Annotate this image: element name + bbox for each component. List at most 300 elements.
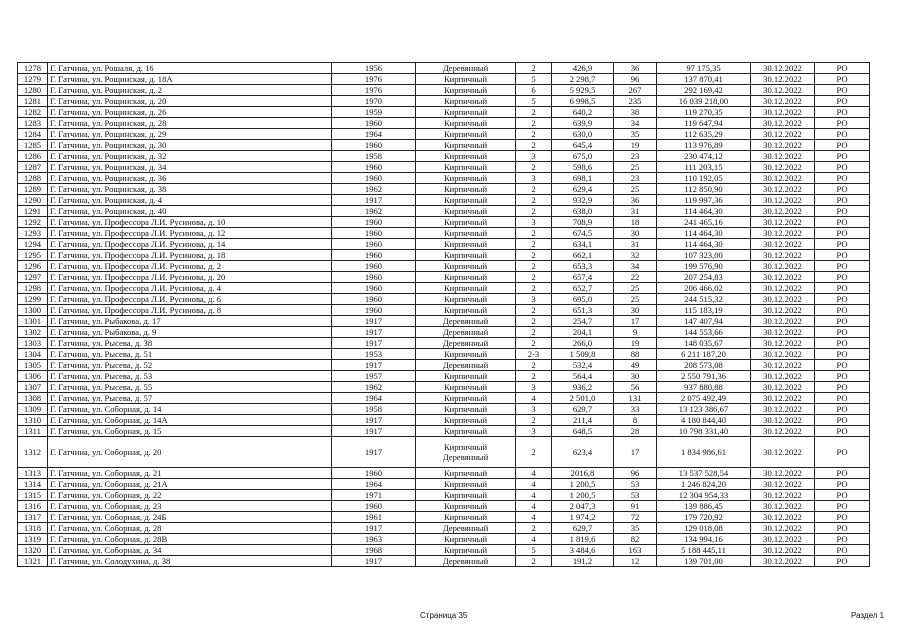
year-built-cell: 1976: [332, 85, 416, 96]
value-cell: 112 635,29: [657, 129, 751, 140]
date-cell: 30.12.2022: [751, 74, 815, 85]
value-cell: 148 035,67: [657, 338, 751, 349]
floors-cell: 2-3: [516, 349, 552, 360]
residents-count-cell: 82: [614, 534, 657, 545]
date-cell: 30.12.2022: [751, 360, 815, 371]
area-cell: 630,0: [552, 129, 614, 140]
wall-material-cell: Кирпичный: [416, 468, 516, 479]
date-cell: 30.12.2022: [751, 305, 815, 316]
code-cell: РО: [815, 74, 870, 85]
table-row: [18, 415, 870, 426]
table-row: [18, 316, 870, 327]
area-cell: 2016,8: [552, 468, 614, 479]
residents-count-cell: 267: [614, 85, 657, 96]
date-cell: 30.12.2022: [751, 261, 815, 272]
wall-material-cell: Кирпичный: [416, 272, 516, 283]
year-built-cell: 1956: [332, 63, 416, 74]
floors-cell: 2: [516, 63, 552, 74]
row-number-cell: 1308: [18, 393, 48, 404]
code-cell: РО: [815, 250, 870, 261]
table-row: [18, 305, 870, 316]
address-cell: Г. Гатчина, ул. Соборная, д. 21А: [48, 479, 332, 490]
row-number-cell: 1280: [18, 85, 48, 96]
value-cell: 1 834 986,61: [657, 437, 751, 468]
area-cell: 1 819,6: [552, 534, 614, 545]
row-number-cell: 1313: [18, 468, 48, 479]
table-row: [18, 490, 870, 501]
area-cell: 1 974,2: [552, 512, 614, 523]
value-cell: 10 798 331,40: [657, 426, 751, 437]
value-cell: 13 537 528,54: [657, 468, 751, 479]
year-built-cell: 1917: [332, 338, 416, 349]
year-built-cell: 1960: [332, 162, 416, 173]
wall-material-cell: Кирпичный: [416, 382, 516, 393]
wall-material-cell: Кирпичный: [416, 107, 516, 118]
date-cell: 30.12.2022: [751, 393, 815, 404]
row-number-cell: 1279: [18, 74, 48, 85]
floors-cell: 2: [516, 129, 552, 140]
wall-material-cell: Кирпичный: [416, 206, 516, 217]
row-number-cell: 1310: [18, 415, 48, 426]
value-cell: 115 183,19: [657, 305, 751, 316]
area-cell: 2 501,0: [552, 393, 614, 404]
date-cell: 30.12.2022: [751, 382, 815, 393]
row-number-cell: 1283: [18, 118, 48, 129]
row-number-cell: 1299: [18, 294, 48, 305]
year-built-cell: 1917: [332, 426, 416, 437]
address-cell: Г. Гатчина, ул. Рошаля, д. 16: [48, 63, 332, 74]
residents-count-cell: 31: [614, 239, 657, 250]
residents-count-cell: 17: [614, 316, 657, 327]
wall-material-cell: Деревянный: [416, 360, 516, 371]
year-built-cell: 1962: [332, 184, 416, 195]
residents-count-cell: 35: [614, 129, 657, 140]
floors-cell: 4: [516, 512, 552, 523]
area-cell: 623,4: [552, 437, 614, 468]
area-cell: 936,2: [552, 382, 614, 393]
area-cell: 1 200,5: [552, 479, 614, 490]
row-number-cell: 1284: [18, 129, 48, 140]
address-cell: Г. Гатчина, ул. Рысева, д. 55: [48, 382, 332, 393]
code-cell: РО: [815, 327, 870, 338]
area-cell: 629,7: [552, 404, 614, 415]
row-number-cell: 1302: [18, 327, 48, 338]
residents-count-cell: 131: [614, 393, 657, 404]
value-cell: 4 180 844,40: [657, 415, 751, 426]
wall-material-cell: Деревянный: [416, 523, 516, 534]
area-cell: 639,9: [552, 118, 614, 129]
address-cell: Г. Гатчина, ул. Рощинская, д. 29: [48, 129, 332, 140]
row-number-cell: 1285: [18, 140, 48, 151]
floors-cell: 3: [516, 217, 552, 228]
table-row: [18, 371, 870, 382]
table-row: [18, 426, 870, 437]
code-cell: РО: [815, 206, 870, 217]
area-cell: 6 998,5: [552, 96, 614, 107]
value-cell: 114 464,30: [657, 206, 751, 217]
code-cell: РО: [815, 151, 870, 162]
year-built-cell: 1962: [332, 382, 416, 393]
wall-material-cell: Кирпичный: [416, 250, 516, 261]
residents-count-cell: 38: [614, 107, 657, 118]
floors-cell: 2: [516, 184, 552, 195]
table-row: [18, 195, 870, 206]
value-cell: 937 880,88: [657, 382, 751, 393]
floors-cell: 2: [516, 107, 552, 118]
address-cell: Г. Гатчина, ул. Соборная, д. 20: [48, 437, 332, 468]
year-built-cell: 1960: [332, 118, 416, 129]
value-cell: 119 997,36: [657, 195, 751, 206]
residents-count-cell: 96: [614, 74, 657, 85]
code-cell: РО: [815, 556, 870, 567]
residents-count-cell: 25: [614, 184, 657, 195]
address-cell: Г. Гатчина, ул. Рощинская, д. 32: [48, 151, 332, 162]
residents-count-cell: 96: [614, 468, 657, 479]
row-number-cell: 1294: [18, 239, 48, 250]
table-row: [18, 501, 870, 512]
value-cell: 119 270,35: [657, 107, 751, 118]
table-row: [18, 479, 870, 490]
row-number-cell: 1305: [18, 360, 48, 371]
year-built-cell: 1961: [332, 512, 416, 523]
area-cell: 266,0: [552, 338, 614, 349]
year-built-cell: 1960: [332, 305, 416, 316]
wall-material-cell: Кирпичный: [416, 118, 516, 129]
table-row: [18, 338, 870, 349]
row-number-cell: 1301: [18, 316, 48, 327]
address-cell: Г. Гатчина, ул. Соборная, д. 21: [48, 468, 332, 479]
wall-material-cell: Кирпичный: [416, 349, 516, 360]
value-cell: 6 211 187,20: [657, 349, 751, 360]
code-cell: РО: [815, 490, 870, 501]
code-cell: РО: [815, 217, 870, 228]
address-cell: Г. Гатчина, ул. Рощинская, д. 34: [48, 162, 332, 173]
page-number: Страница 35: [420, 611, 468, 620]
table-row: [18, 162, 870, 173]
date-cell: 30.12.2022: [751, 556, 815, 567]
code-cell: РО: [815, 437, 870, 468]
value-cell: 147 407,94: [657, 316, 751, 327]
code-cell: РО: [815, 85, 870, 96]
floors-cell: 2: [516, 327, 552, 338]
table-row: [18, 184, 870, 195]
residents-count-cell: 91: [614, 501, 657, 512]
wall-material-cell: [416, 437, 516, 468]
code-cell: РО: [815, 305, 870, 316]
area-cell: 629,4: [552, 184, 614, 195]
table-row: [18, 437, 870, 468]
wall-material-cell: Кирпичный: [416, 415, 516, 426]
residents-count-cell: 34: [614, 261, 657, 272]
residents-count-cell: 22: [614, 272, 657, 283]
address-cell: Г. Гатчина, ул. Рощинская, д. 20: [48, 96, 332, 107]
address-cell: Г. Гатчина, ул. Соборная, д. 15: [48, 426, 332, 437]
year-built-cell: 1917: [332, 415, 416, 426]
address-cell: Г. Гатчина, ул. Профессора Л.И. Русинова, д. 6: [48, 294, 332, 305]
table-row: [18, 261, 870, 272]
floors-cell: 2: [516, 415, 552, 426]
code-cell: РО: [815, 501, 870, 512]
address-cell: Г. Гатчина, ул. Соборная, д. 28В: [48, 534, 332, 545]
date-cell: 30.12.2022: [751, 437, 815, 468]
table-row: [18, 360, 870, 371]
value-cell: 139 886,45: [657, 501, 751, 512]
code-cell: РО: [815, 316, 870, 327]
row-number-cell: 1300: [18, 305, 48, 316]
wall-material-cell: Кирпичный: [416, 501, 516, 512]
row-number-cell: 1287: [18, 162, 48, 173]
value-cell: 1 246 824,20: [657, 479, 751, 490]
code-cell: РО: [815, 338, 870, 349]
value-cell: 208 573,08: [657, 360, 751, 371]
area-cell: 211,4: [552, 415, 614, 426]
address-cell: Г. Гатчина, ул. Рощинская, д. 30: [48, 140, 332, 151]
address-cell: Г. Гатчина, ул. Рысева, д. 52: [48, 360, 332, 371]
address-cell: Г. Гатчина, ул. Соборная, д. 14А: [48, 415, 332, 426]
code-cell: РО: [815, 272, 870, 283]
value-cell: 119 647,94: [657, 118, 751, 129]
area-cell: 674,5: [552, 228, 614, 239]
date-cell: 30.12.2022: [751, 338, 815, 349]
value-cell: 244 515,32: [657, 294, 751, 305]
address-cell: Г. Гатчина, ул. Рощинская, д. 36: [48, 173, 332, 184]
year-built-cell: 1917: [332, 316, 416, 327]
table-row: [18, 556, 870, 567]
date-cell: 30.12.2022: [751, 294, 815, 305]
date-cell: 30.12.2022: [751, 501, 815, 512]
year-built-cell: 1968: [332, 545, 416, 556]
row-number-cell: 1317: [18, 512, 48, 523]
value-cell: 241 465,16: [657, 217, 751, 228]
year-built-cell: 1953: [332, 349, 416, 360]
address-cell: Г. Гатчина, ул. Солодухина, д. 38: [48, 556, 332, 567]
residents-count-cell: 53: [614, 490, 657, 501]
wall-material-cell: Кирпичный: [416, 534, 516, 545]
floors-cell: 2: [516, 437, 552, 468]
area-cell: 3 484,6: [552, 545, 614, 556]
wall-material-cell: Кирпичный: [416, 283, 516, 294]
area-cell: 191,2: [552, 556, 614, 567]
code-cell: РО: [815, 283, 870, 294]
table-row: [18, 523, 870, 534]
floors-cell: 6: [516, 85, 552, 96]
row-number-cell: 1315: [18, 490, 48, 501]
wall-material-line: Кирпичный: [443, 442, 488, 452]
address-cell: Г. Гатчина, ул. Рыбакова, д. 9: [48, 327, 332, 338]
row-number-cell: 1278: [18, 63, 48, 74]
date-cell: 30.12.2022: [751, 129, 815, 140]
date-cell: 30.12.2022: [751, 490, 815, 501]
date-cell: 30.12.2022: [751, 195, 815, 206]
code-cell: РО: [815, 184, 870, 195]
date-cell: 30.12.2022: [751, 85, 815, 96]
code-cell: РО: [815, 426, 870, 437]
table-row: [18, 107, 870, 118]
residents-count-cell: 235: [614, 96, 657, 107]
area-cell: 653,3: [552, 261, 614, 272]
residents-count-cell: 32: [614, 250, 657, 261]
table-row: [18, 327, 870, 338]
floors-cell: 5: [516, 545, 552, 556]
value-cell: 139 701,00: [657, 556, 751, 567]
wall-material-cell: Кирпичный: [416, 85, 516, 96]
residents-count-cell: 18: [614, 217, 657, 228]
date-cell: 30.12.2022: [751, 250, 815, 261]
floors-cell: 4: [516, 534, 552, 545]
area-cell: 675,0: [552, 151, 614, 162]
wall-material-cell: Деревянный: [416, 556, 516, 567]
address-cell: Г. Гатчина, ул. Рощинская, д. 40: [48, 206, 332, 217]
year-built-cell: 1957: [332, 371, 416, 382]
floors-cell: 3: [516, 151, 552, 162]
area-cell: 708,9: [552, 217, 614, 228]
row-number-cell: 1321: [18, 556, 48, 567]
code-cell: РО: [815, 415, 870, 426]
address-cell: Г. Гатчина, ул. Соборная, д. 34: [48, 545, 332, 556]
table-row: [18, 393, 870, 404]
table-row: [18, 129, 870, 140]
floors-cell: 4: [516, 479, 552, 490]
code-cell: РО: [815, 118, 870, 129]
code-cell: РО: [815, 261, 870, 272]
date-cell: 30.12.2022: [751, 349, 815, 360]
wall-material-cell: Кирпичный: [416, 545, 516, 556]
row-number-cell: 1298: [18, 283, 48, 294]
floors-cell: 2: [516, 228, 552, 239]
row-number-cell: 1288: [18, 173, 48, 184]
address-cell: Г. Гатчина, ул. Профессора Л.И. Русинова, д. 2: [48, 261, 332, 272]
wall-material-cell: Кирпичный: [416, 404, 516, 415]
wall-material-cell: Кирпичный: [416, 371, 516, 382]
address-cell: Г. Гатчина, ул. Рысева, д. 57: [48, 393, 332, 404]
area-cell: 426,9: [552, 63, 614, 74]
address-cell: Г. Гатчина, ул. Рощинская, д. 26: [48, 107, 332, 118]
date-cell: 30.12.2022: [751, 140, 815, 151]
table-row: [18, 151, 870, 162]
area-cell: 698,1: [552, 173, 614, 184]
wall-material-cell: Кирпичный: [416, 261, 516, 272]
date-cell: 30.12.2022: [751, 63, 815, 74]
value-cell: 113 976,89: [657, 140, 751, 151]
year-built-cell: 1960: [332, 250, 416, 261]
value-cell: 16 039 218,00: [657, 96, 751, 107]
row-number-cell: 1290: [18, 195, 48, 206]
table-row: [18, 382, 870, 393]
wall-material-cell: Кирпичный: [416, 294, 516, 305]
date-cell: 30.12.2022: [751, 426, 815, 437]
residents-count-cell: 36: [614, 63, 657, 74]
address-cell: Г. Гатчина, ул. Рощинская, д. 38: [48, 184, 332, 195]
wall-material-cell: Кирпичный: [416, 151, 516, 162]
wall-material-cell: Кирпичный: [416, 490, 516, 501]
year-built-cell: 1917: [332, 327, 416, 338]
address-cell: Г. Гатчина, ул. Соборная, д. 24Б: [48, 512, 332, 523]
wall-material-cell: Деревянный: [416, 327, 516, 338]
code-cell: РО: [815, 162, 870, 173]
residents-count-cell: 17: [614, 437, 657, 468]
residents-count-cell: 88: [614, 349, 657, 360]
date-cell: 30.12.2022: [751, 217, 815, 228]
floors-cell: 4: [516, 501, 552, 512]
residents-count-cell: 33: [614, 404, 657, 415]
date-cell: 30.12.2022: [751, 272, 815, 283]
floors-cell: 2: [516, 250, 552, 261]
code-cell: РО: [815, 195, 870, 206]
table-row: [18, 74, 870, 85]
year-built-cell: 1917: [332, 360, 416, 371]
code-cell: РО: [815, 371, 870, 382]
date-cell: 30.12.2022: [751, 107, 815, 118]
table-row: [18, 404, 870, 415]
code-cell: РО: [815, 239, 870, 250]
wall-material-cell: Кирпичный: [416, 140, 516, 151]
floors-cell: 2: [516, 140, 552, 151]
date-cell: 30.12.2022: [751, 283, 815, 294]
residents-count-cell: 30: [614, 305, 657, 316]
wall-material-cell: Кирпичный: [416, 195, 516, 206]
value-cell: 112 850,90: [657, 184, 751, 195]
housing-register-table: [17, 62, 870, 567]
address-cell: Г. Гатчина, ул. Профессора Л.И. Русинова, д. 4: [48, 283, 332, 294]
residents-count-cell: 31: [614, 206, 657, 217]
floors-cell: 5: [516, 96, 552, 107]
row-number-cell: 1295: [18, 250, 48, 261]
area-cell: 657,4: [552, 272, 614, 283]
residents-count-cell: 23: [614, 151, 657, 162]
row-number-cell: 1293: [18, 228, 48, 239]
date-cell: 30.12.2022: [751, 173, 815, 184]
wall-material-cell: Кирпичный: [416, 239, 516, 250]
residents-count-cell: 35: [614, 523, 657, 534]
value-cell: 129 018,08: [657, 523, 751, 534]
residents-count-cell: 36: [614, 195, 657, 206]
wall-material-cell: Кирпичный: [416, 479, 516, 490]
value-cell: 114 464,30: [657, 228, 751, 239]
table-body: [18, 63, 870, 567]
row-number-cell: 1303: [18, 338, 48, 349]
floors-cell: 2: [516, 371, 552, 382]
floors-cell: 2: [516, 162, 552, 173]
year-built-cell: 1962: [332, 206, 416, 217]
year-built-cell: 1976: [332, 74, 416, 85]
year-built-cell: 1971: [332, 490, 416, 501]
area-cell: 5 929,5: [552, 85, 614, 96]
value-cell: 2 550 791,36: [657, 371, 751, 382]
code-cell: РО: [815, 393, 870, 404]
residents-count-cell: 34: [614, 118, 657, 129]
date-cell: 30.12.2022: [751, 371, 815, 382]
table-row: [18, 272, 870, 283]
row-number-cell: 1297: [18, 272, 48, 283]
year-built-cell: 1960: [332, 272, 416, 283]
floors-cell: 3: [516, 404, 552, 415]
code-cell: РО: [815, 382, 870, 393]
residents-count-cell: 53: [614, 479, 657, 490]
date-cell: 30.12.2022: [751, 523, 815, 534]
area-cell: 204,1: [552, 327, 614, 338]
area-cell: 629,7: [552, 523, 614, 534]
floors-cell: 2: [516, 261, 552, 272]
floors-cell: 4: [516, 490, 552, 501]
code-cell: РО: [815, 63, 870, 74]
area-cell: 564,4: [552, 371, 614, 382]
row-number-cell: 1292: [18, 217, 48, 228]
row-number-cell: 1291: [18, 206, 48, 217]
code-cell: РО: [815, 173, 870, 184]
floors-cell: 2: [516, 239, 552, 250]
year-built-cell: 1960: [332, 140, 416, 151]
value-cell: 110 192,05: [657, 173, 751, 184]
